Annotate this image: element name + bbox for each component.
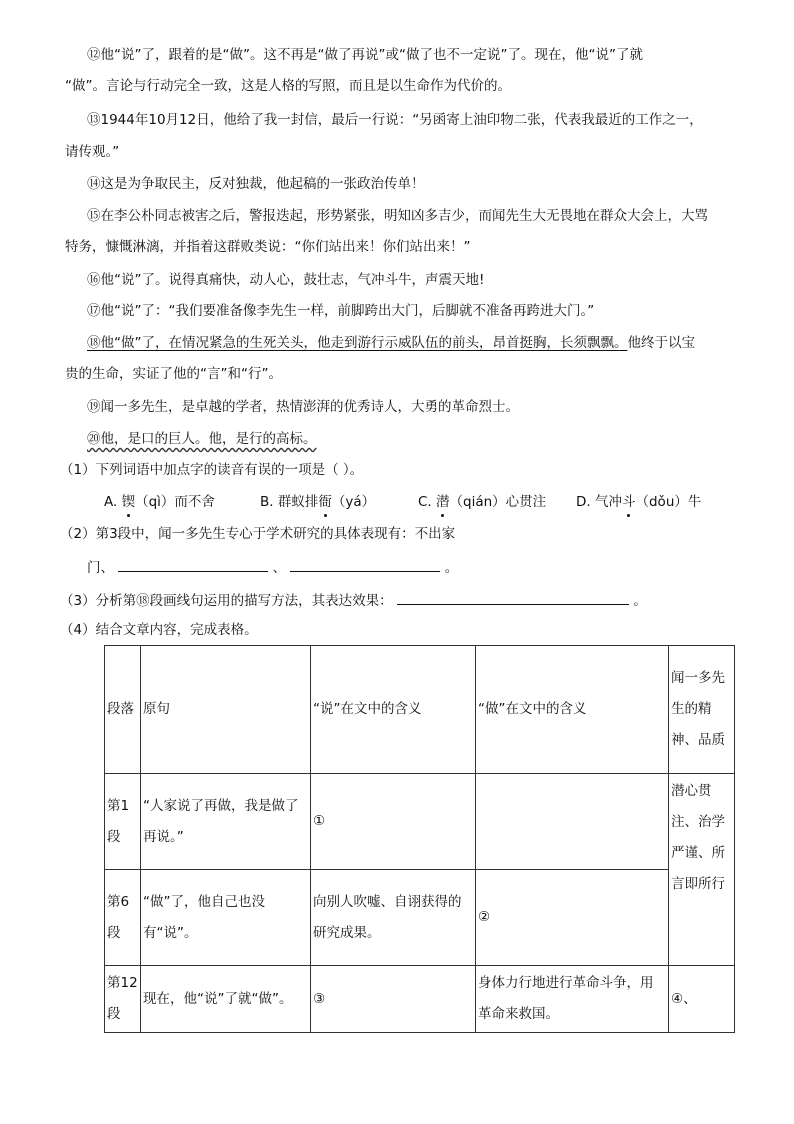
paragraph-13-line-2: 请传观。” — [65, 144, 120, 160]
cell-say-meaning: 向别人吹嘘、自诩获得的研究成果。 — [311, 870, 476, 966]
question-2-stem: （2）第3段中，闻一多先生专心于学术研究的具体表现有：不出家 — [60, 526, 456, 542]
dotted-character: 衙 — [318, 494, 332, 510]
cell-spirit-merged: 潜心贯注、治学严谨、所言即所行 — [669, 774, 735, 966]
cell-quote: “做”了，他自己也没有“说”。 — [141, 870, 311, 966]
question-1-stem: （1）下列词语中加点字的读音有误的一项是（ ）。 — [60, 462, 364, 478]
paragraph-18-line-1-rest: 他终于以宝 — [627, 335, 695, 351]
cell-paragraph: 第6段 — [105, 870, 141, 966]
paragraph-18-line-1 — [87, 333, 695, 353]
question-2-continuation: 门、 — [87, 560, 114, 576]
cell-paragraph: 第12段 — [105, 966, 141, 1033]
cell-say-meaning[interactable]: ① — [311, 774, 476, 870]
question-2-answer-line — [87, 557, 458, 578]
cell-paragraph: 第1段 — [105, 774, 141, 870]
period: 。 — [444, 560, 459, 576]
option-text: （qián）心贯注 — [449, 494, 547, 510]
table-row — [105, 774, 735, 870]
question-1-option-b[interactable] — [260, 492, 375, 512]
table-row — [105, 870, 735, 966]
dotted-character: 潜 — [436, 494, 450, 510]
answer-blank-1[interactable] — [118, 557, 268, 572]
option-label: B. — [260, 494, 274, 510]
cell-do-meaning: 身体力行地进行革命斗争，用革命来救国。 — [476, 966, 669, 1033]
answer-table — [104, 645, 735, 1033]
dotted-character: 斗 — [621, 494, 636, 510]
paragraph-13-line-1: ⑬1944年10月12日，他给了我一封信，最后一行说：“另函寄上油印物二张，代表我最近的工作之一， — [87, 112, 703, 128]
paragraph-14: ⑭这是为争取民主，反对独裁，他起稿的一张政治传单！ — [87, 176, 425, 192]
option-text: 气冲 — [594, 494, 622, 510]
paragraph-18-underlined-sentence: ⑱他“做”了，在情况紧急的生死关头，他走到游行示威队伍的前头，昂首挺胸，长须飘飘。 — [87, 335, 628, 351]
cell-do-meaning[interactable]: ② — [476, 870, 669, 966]
paragraph-15-line-1: ⑮在李公朴同志被害之后，警报迭起，形势紧张，明知凶多吉少，而闻先生大无畏地在群众大会上，大骂 — [87, 208, 708, 224]
header-do-meaning: “做”在文中的含义 — [476, 646, 669, 774]
option-label: C. — [418, 494, 432, 510]
cell-say-meaning[interactable]: ③ — [311, 966, 476, 1033]
answer-blank-3[interactable] — [397, 590, 629, 605]
table-row — [105, 966, 735, 1033]
table-header-row — [105, 646, 735, 774]
question-4-stem: （4）结合文章内容，完成表格。 — [60, 622, 258, 638]
paragraph-12-line-2: “做”。言论与行动完全一致，这是人格的写照，而且是以生命作为代价的。 — [65, 78, 511, 94]
question-1-option-c[interactable] — [418, 492, 546, 512]
cell-do-meaning[interactable] — [476, 774, 669, 870]
cell-quote: 现在，他“说”了就“做”。 — [141, 966, 311, 1033]
option-label: D. — [576, 494, 591, 510]
header-say-meaning: “说”在文中的含义 — [311, 646, 476, 774]
paragraph-18-line-2: 贵的生命，实证了他的“言”和“行”。 — [65, 366, 282, 382]
question-3-stem: （3）分析第⑱段画线句运用的描写方法，其表达效果： — [60, 593, 393, 609]
option-text: （dǒu）牛 — [635, 494, 702, 510]
paragraph-19: ⑲闻一多先生，是卓越的学者，热情澎湃的优秀诗人，大勇的革命烈士。 — [87, 399, 519, 415]
answer-blank-2[interactable] — [290, 557, 440, 572]
question-1-option-d[interactable] — [576, 492, 701, 512]
dotted-character: 锲 — [121, 494, 136, 510]
paragraph-20: ⑳他，是口的巨人。他，是行的高标。 — [87, 431, 317, 447]
question-1-option-a[interactable] — [104, 492, 215, 512]
header-quote: 原句 — [141, 646, 311, 774]
cell-spirit[interactable]: ④、 — [669, 966, 735, 1033]
option-text: （qì）而不舍 — [135, 494, 215, 510]
option-text: 群蚁排 — [277, 494, 319, 510]
separator: 、 — [272, 560, 287, 576]
header-paragraph: 段落 — [105, 646, 141, 774]
paragraph-15-line-2: 特务，慷慨淋漓，并指着这群败类说：“你们站出来！你们站出来！” — [65, 239, 471, 255]
option-label: A. — [104, 494, 118, 510]
cell-quote: “人家说了再做，我是做了再说。” — [141, 774, 311, 870]
paragraph-12-line-1: ⑫他“说”了，跟着的是“做”。这不再是“做了再说”或“做了也不一定说”了。现在，他“说”了就 — [87, 47, 643, 63]
paragraph-16: ⑯他“说”了。说得真痛快，动人心，鼓壮志，气冲斗牛，声震天地! — [87, 272, 485, 288]
header-spirit: 闻一多先生的精神、品质 — [669, 646, 735, 774]
period: 。 — [633, 593, 647, 609]
option-text: （yá） — [331, 494, 376, 510]
question-3-line — [60, 590, 647, 611]
paragraph-17: ⑰他“说”了：“我们要准备像李先生一样，前脚跨出大门，后脚就不准备再跨进大门。” — [87, 303, 595, 319]
